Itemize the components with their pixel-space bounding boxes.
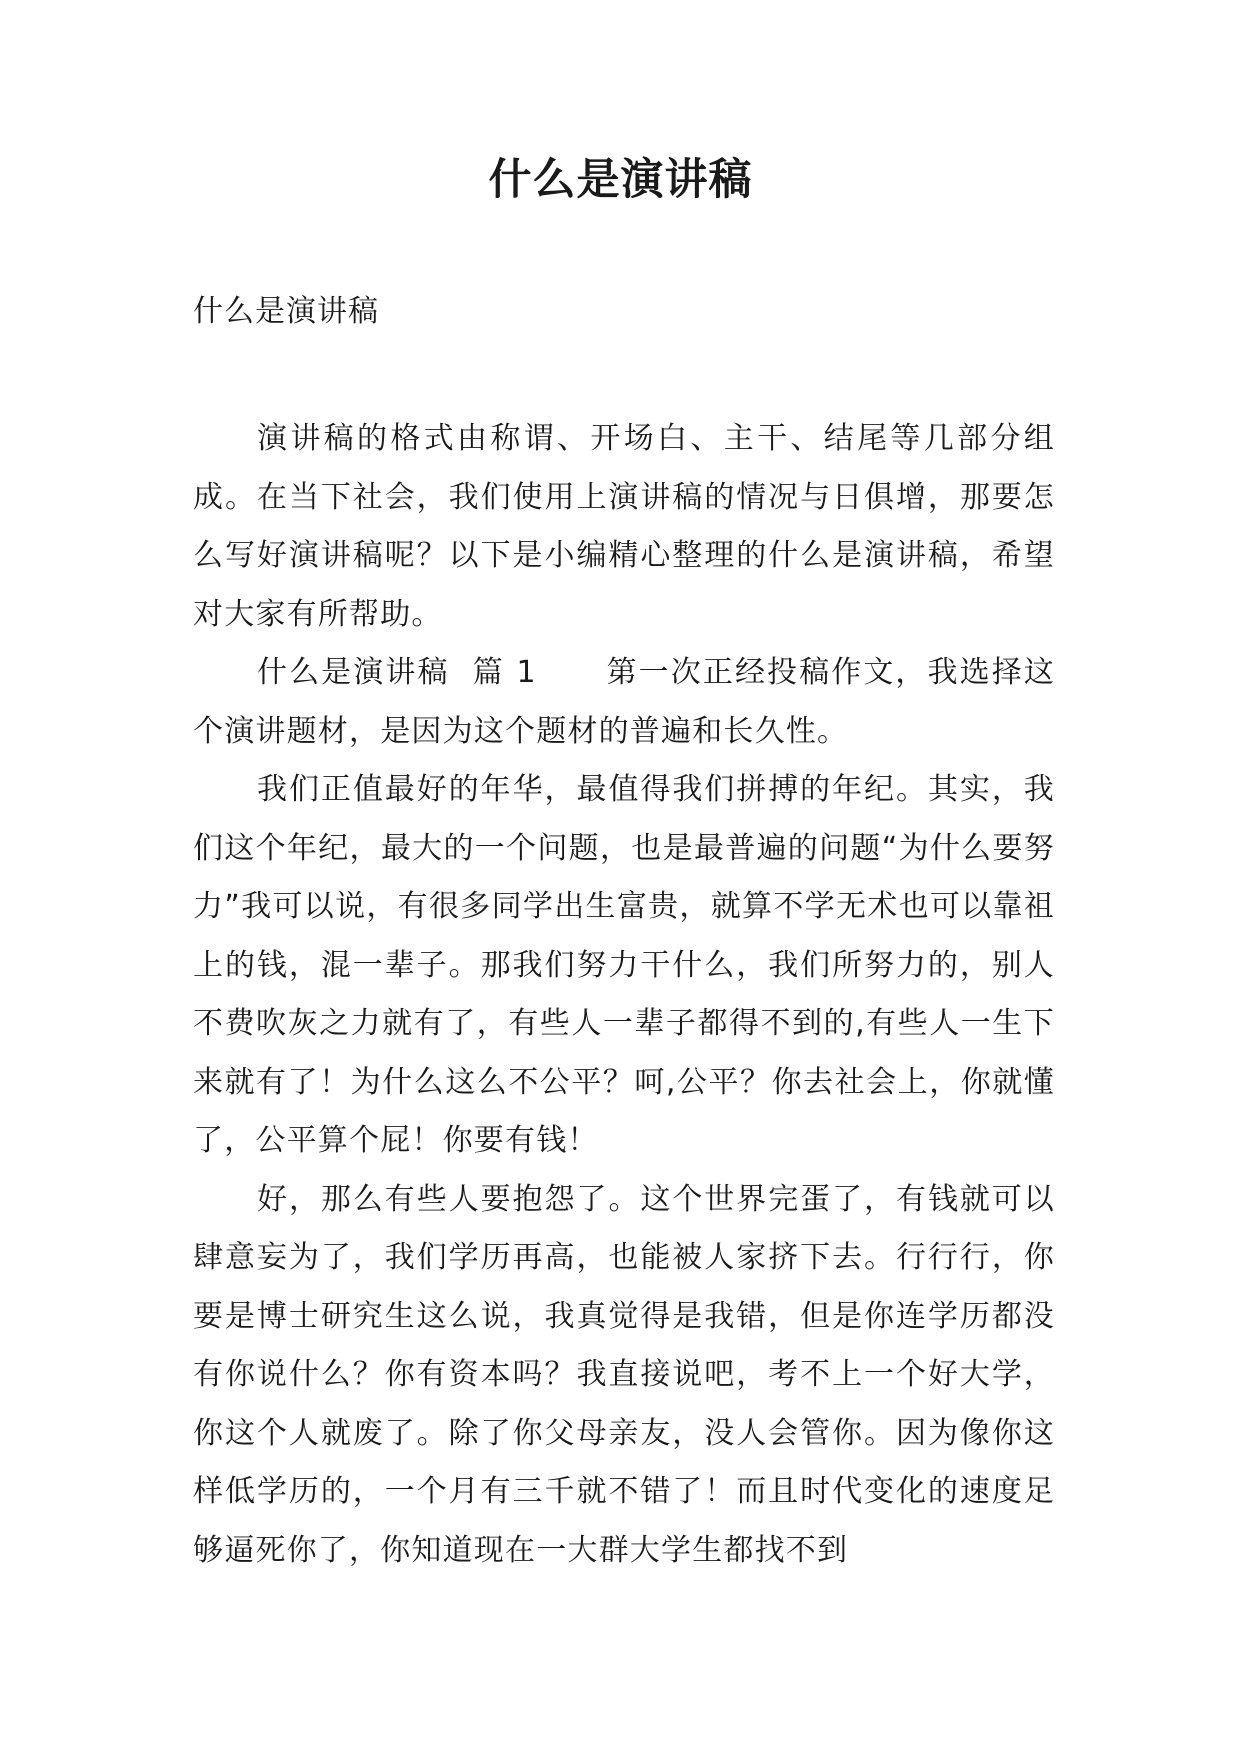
document-subtitle: 什么是演讲稿 <box>193 294 379 329</box>
paragraph-body-1: 我们正值最好的年华，最值得我们拼搏的年纪。其实，我们这个年纪，最大的一个问题，也是最普遍的问题“为什么要努力”我可以说，有很多同学出生富贵，就算不学无术也可以靠祖上的钱，混一辈子。那我们努力干什么，我们所努力的，别人不费吹灰之力就有了，有些人一辈子都得不到的,有些人一生下来就有了！为什么这么不公平？呵,公平？你去社会上，你就懂了，公平算个屁！你要有钱！ <box>193 772 1055 1158</box>
paragraph-section-1: 什么是演讲稿 篇 1 第一次正经投稿作文，我选择这个演讲题材，是因为这个题材的普遍和长久性。 <box>193 655 1055 749</box>
paragraph-intro: 演讲稿的格式由称谓、开场白、主干、结尾等几部分组成。在当下社会，我们使用上演讲稿的情况与日俱增，那要怎么写好演讲稿呢？以下是小编精心整理的什么是演讲稿，希望对大家有所帮助。 <box>193 421 1055 632</box>
document-title: 什么是演讲稿 <box>488 155 753 205</box>
document-body <box>193 410 1055 1580</box>
paragraph-body-2: 好，那么有些人要抱怨了。这个世界完蛋了，有钱就可以肆意妄为了，我们学历再高，也能被人家挤下去。行行行，你要是博士研究生这么说，我真觉得是我错，但是你连学历都没有你说什么？你有资本吗？我直接说吧，考不上一个好大学，你这个人就废了。除了你父母亲友，没人会管你。因为像你这样低学历的，一个月有三千就不错了！而且时代变化的速度足够逼死你了，你知道现在一大群大学生都找不到 <box>193 1181 1055 1568</box>
